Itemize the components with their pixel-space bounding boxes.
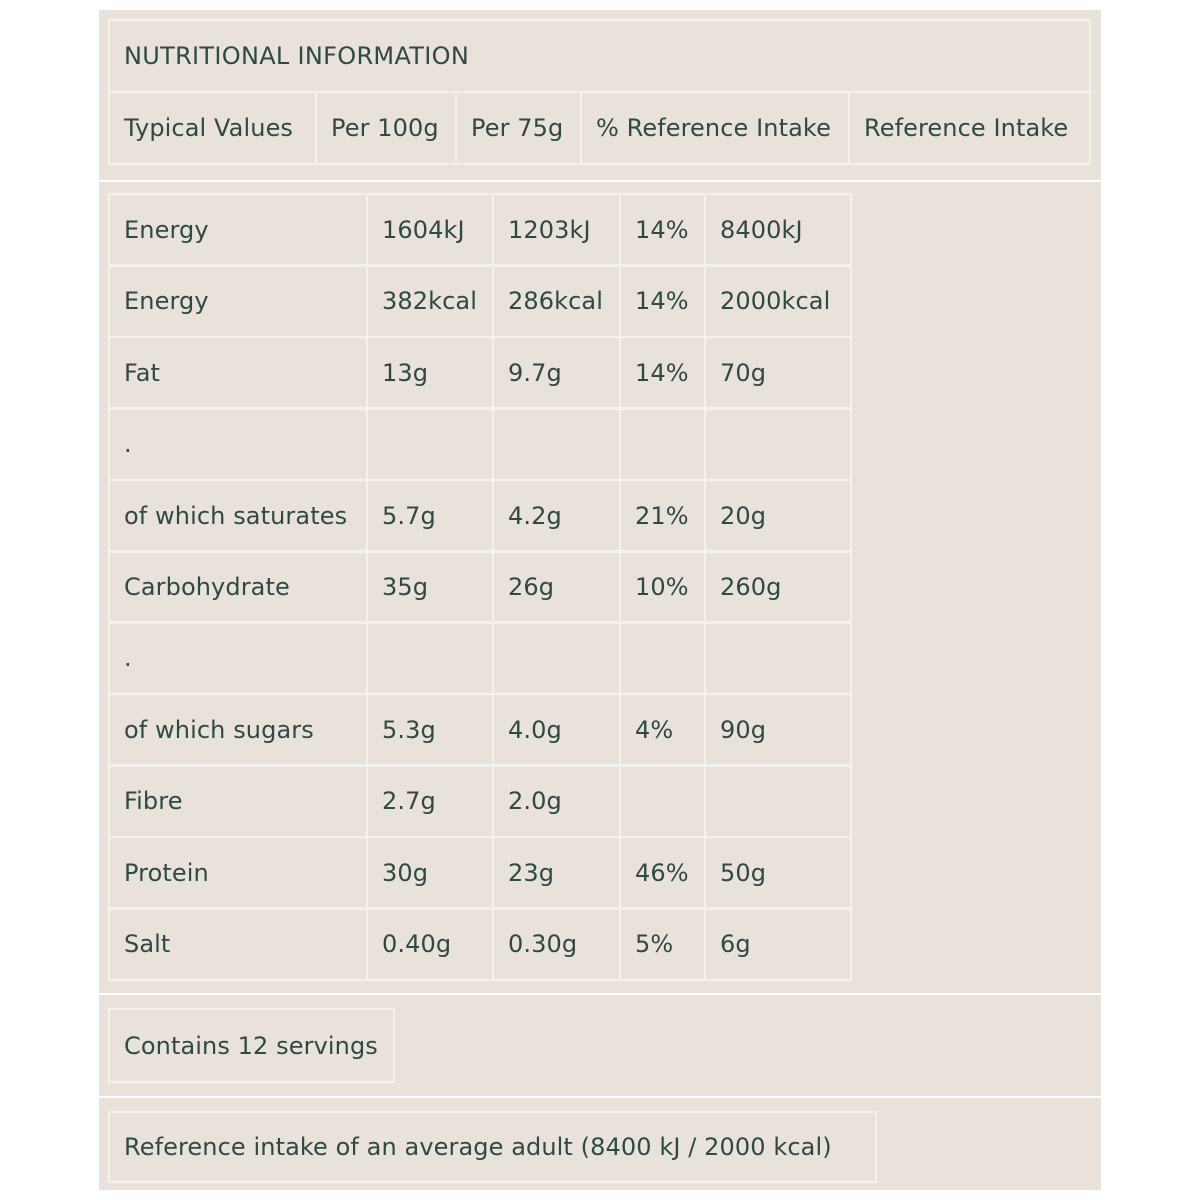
nutrient-name: . xyxy=(108,621,368,695)
reference-intake-value: 8400kJ xyxy=(704,193,852,267)
per-75g-value xyxy=(492,621,621,695)
header-per-75g: Per 75g xyxy=(455,91,582,165)
per-100g-value xyxy=(366,407,494,481)
reference-intake-value: 90g xyxy=(704,693,852,767)
per-75g-value: 4.2g xyxy=(492,479,621,553)
header-percent-reference-intake: % Reference Intake xyxy=(580,91,850,165)
reference-intake-value: 70g xyxy=(704,336,852,410)
per-100g-value xyxy=(366,621,494,695)
per-100g-value: 1604kJ xyxy=(366,193,494,267)
per-75g-value: 4.0g xyxy=(492,693,621,767)
per-75g-value: 0.30g xyxy=(492,907,621,981)
nutrient-name: Salt xyxy=(108,907,368,981)
reference-intake-value: 50g xyxy=(704,836,852,910)
nutrient-name: Energy xyxy=(108,264,368,338)
per-100g-value: 382kcal xyxy=(366,264,494,338)
servings-panel xyxy=(99,995,1101,1096)
nutrient-name: of which saturates xyxy=(108,479,368,553)
values-panel xyxy=(99,182,1101,993)
header-reference-intake: Reference Intake xyxy=(848,91,1091,165)
nutrient-name: Fat xyxy=(108,336,368,410)
per-100g-value: 5.7g xyxy=(366,479,494,553)
percent-ri-value xyxy=(619,621,706,695)
per-100g-value: 13g xyxy=(366,336,494,410)
per-75g-value: 23g xyxy=(492,836,621,910)
percent-ri-value: 14% xyxy=(619,193,706,267)
reference-panel xyxy=(99,1098,1101,1190)
per-100g-value: 0.40g xyxy=(366,907,494,981)
nutrient-name: Protein xyxy=(108,836,368,910)
per-100g-value: 30g xyxy=(366,836,494,910)
nutrient-name: . xyxy=(108,407,368,481)
percent-ri-value: 5% xyxy=(619,907,706,981)
reference-intake-value xyxy=(704,621,852,695)
reference-intake-value: 260g xyxy=(704,550,852,624)
percent-ri-value: 4% xyxy=(619,693,706,767)
reference-intake-value xyxy=(704,407,852,481)
per-75g-value xyxy=(492,407,621,481)
per-100g-value: 2.7g xyxy=(366,764,494,838)
per-75g-value: 9.7g xyxy=(492,336,621,410)
percent-ri-value xyxy=(619,764,706,838)
percent-ri-value xyxy=(619,407,706,481)
table-title: NUTRITIONAL INFORMATION xyxy=(108,19,1091,93)
per-75g-value: 26g xyxy=(492,550,621,624)
reference-intake-note: Reference intake of an average adult (8400 kJ / 2000 kcal) xyxy=(108,1111,877,1183)
per-100g-value: 5.3g xyxy=(366,693,494,767)
per-75g-value: 1203kJ xyxy=(492,193,621,267)
nutrient-name: Carbohydrate xyxy=(108,550,368,624)
percent-ri-value: 21% xyxy=(619,479,706,553)
header-panel xyxy=(99,10,1101,180)
nutrient-name: of which sugars xyxy=(108,693,368,767)
reference-intake-value: 6g xyxy=(704,907,852,981)
nutrient-name: Energy xyxy=(108,193,368,267)
percent-ri-value: 10% xyxy=(619,550,706,624)
reference-intake-value: 20g xyxy=(704,479,852,553)
nutrient-name: Fibre xyxy=(108,764,368,838)
reference-intake-value: 2000kcal xyxy=(704,264,852,338)
reference-intake-value xyxy=(704,764,852,838)
per-100g-value: 35g xyxy=(366,550,494,624)
per-75g-value: 286kcal xyxy=(492,264,621,338)
percent-ri-value: 14% xyxy=(619,264,706,338)
header-per-100g: Per 100g xyxy=(315,91,457,165)
percent-ri-value: 14% xyxy=(619,336,706,410)
servings-text: Contains 12 servings xyxy=(108,1008,395,1083)
percent-ri-value: 46% xyxy=(619,836,706,910)
per-75g-value: 2.0g xyxy=(492,764,621,838)
header-typical-values: Typical Values xyxy=(108,91,317,165)
